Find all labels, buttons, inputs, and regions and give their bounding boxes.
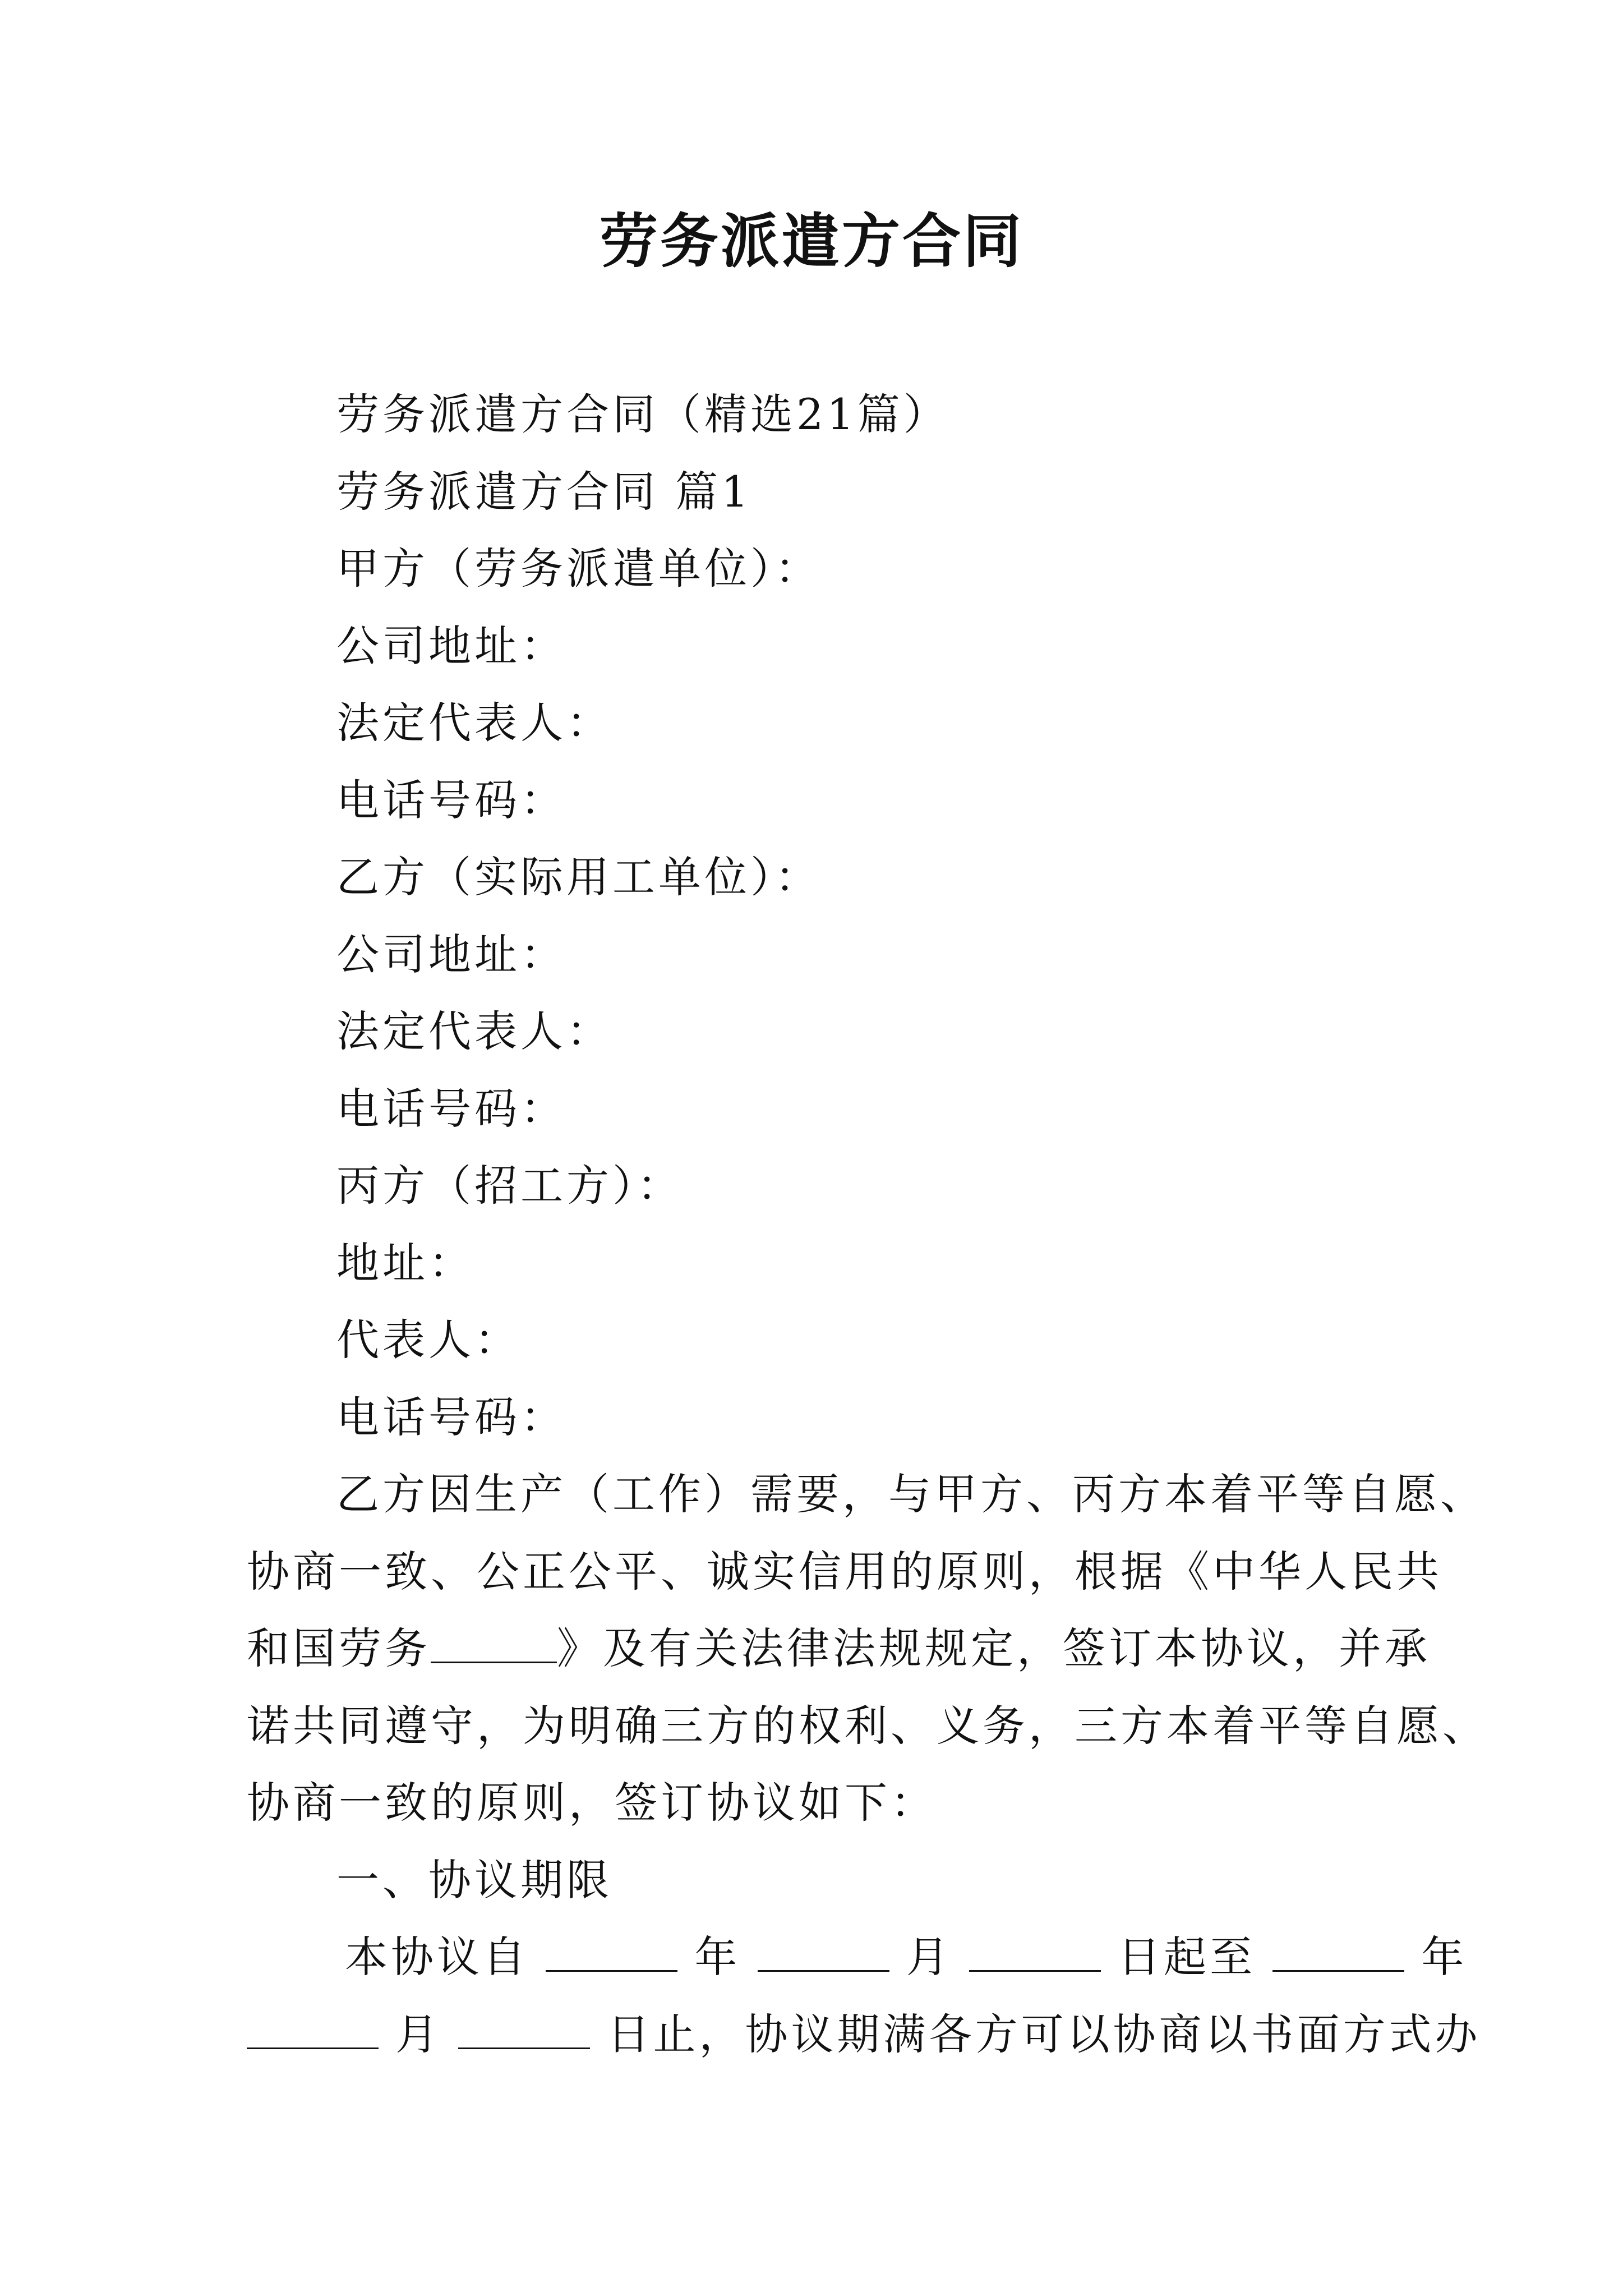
party-c-label: 丙方（招工方）： [336,1161,683,1211]
document-title: 劳务派遣方合同 [599,206,1023,275]
document-body [247,376,1488,2073]
start-day-label: 日起至 [1118,1932,1256,1982]
party-a-address: 公司地址： [336,620,566,671]
end-year-label: 年 [1421,1932,1468,1982]
section-heading: 劳务派遣方合同 篇1 [336,466,752,517]
clause-1-term-line-1 [247,1918,1468,1996]
party-a-representative: 法定代表人： [336,698,612,748]
start-year-label: 年 [694,1932,741,1982]
end-day-rest: 日止，协议期满各方可以协商以书面方式办 [607,2009,1481,2059]
preamble-line-2: 协商一致、公正公平、诚实信用的原则，根据《中华人民共 [247,1546,1442,1596]
party-b-phone: 电话号码： [336,1083,566,1134]
start-year-blank [546,1933,677,1972]
start-month-blank [758,1933,889,1972]
end-month-blank [247,2010,379,2049]
party-c-phone: 电话号码： [336,1392,566,1442]
party-b-representative: 法定代表人： [336,1006,612,1056]
clause-1-term-line-2 [247,1996,1481,2073]
party-c-address: 地址： [336,1237,474,1288]
party-a-label: 甲方（劳务派遣单位）： [336,544,821,593]
start-day-blank [969,1933,1101,1972]
law-name-blank [431,1625,557,1663]
party-b-label: 乙方（实际用工单位）： [336,852,821,902]
document-subtitle: 劳务派遣方合同（精选21篇） [336,389,949,439]
end-day-blank [458,2010,590,2049]
start-month-label: 月 [906,1932,952,1982]
party-b-address: 公司地址： [336,929,566,979]
party-a-phone: 电话号码： [336,775,566,825]
end-year-blank [1272,1933,1404,1972]
end-month-label: 月 [395,2009,442,2059]
clause-1-heading: 一、协议期限 [336,1855,612,1905]
preamble-line-3-end: 》及有关法律法规规定，签订本协议，并承 [557,1623,1431,1673]
preamble-line-3 [247,1610,1431,1687]
preamble-line-1: 乙方因生产（工作）需要，与甲方、丙方本着平等自愿、 [336,1469,1486,1519]
party-c-representative: 代表人： [336,1315,520,1365]
preamble-line-5: 协商一致的原则，签订协议如下： [247,1778,937,1828]
preamble-line-3-start: 和国劳务 [247,1623,431,1673]
preamble-line-4: 诺共同遵守，为明确三方的权利、义务，三方本着平等自愿、 [247,1700,1488,1751]
term-prefix: 本协议自 [345,1932,529,1982]
